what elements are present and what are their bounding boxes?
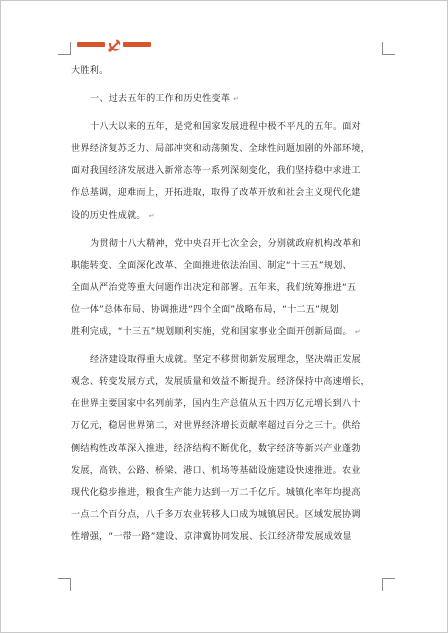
paragraph-mark-icon: ↵ xyxy=(233,95,240,104)
text-line xyxy=(71,349,383,371)
line-text: 全面从严治党等重大问题作出决定和部署。五年来，我们统筹推进“五 xyxy=(71,282,357,293)
line-text: 侧结构性改革深入推进，经济结构不断优化，数字经济等新兴产业蓬勃 xyxy=(71,443,361,454)
text-line xyxy=(71,277,383,299)
paragraph-mark-icon: ↵ xyxy=(354,328,362,337)
line-text: 一、过去五年的工作和历史性变革 xyxy=(90,94,231,105)
text-line xyxy=(71,438,383,460)
text-line xyxy=(71,233,383,255)
text-line xyxy=(71,460,383,482)
text-line xyxy=(71,504,383,526)
text-line xyxy=(71,393,383,415)
line-text: 现代化稳步推进，粮食生产能力达到一万二千亿斤。城镇化率年均提高 xyxy=(71,487,361,498)
text-line xyxy=(71,255,383,277)
line-text: 设的历史性成就。 xyxy=(71,210,146,221)
line-text: 大胜利。 xyxy=(71,66,109,76)
crop-mark-bottom-right xyxy=(382,578,395,591)
line-text: 职能转变、全面深化改革、全面推进依法治国、制定“十三五”规划、 xyxy=(71,260,352,271)
line-text: 在世界主要国家中名列前茅，国内生产总值从五十四万亿元增长到八十 xyxy=(71,399,361,410)
line-text: 经济建设取得重大成就。坚定不移贯彻新发展理念，坚决端正发展 xyxy=(90,355,361,366)
line-text: 世界经济复苏乏力、局部冲突和动荡频发、全球性问题加剧的外部环境， xyxy=(71,144,371,155)
text-line xyxy=(71,526,383,548)
text-line xyxy=(71,116,383,138)
line-text: 观念、转变发展方式，发展质量和效益不断提升。经济保持中高速增长， xyxy=(71,377,371,388)
text-line xyxy=(71,482,383,504)
line-text: 作总基调，迎难而上，开拓进取，取得了改革开放和社会主义现代化建 xyxy=(71,188,361,199)
header-emblem-bar xyxy=(77,38,151,52)
text-line xyxy=(71,60,383,82)
text-line xyxy=(71,182,383,204)
crop-mark-bottom-left xyxy=(58,578,71,591)
crop-mark-top-right xyxy=(382,42,395,55)
line-text: 为贯彻十八大精神，党中央召开七次全会，分别就政府机构改革和 xyxy=(90,238,361,249)
line-text: 性增强，“一带一路”建设、京津冀协同发展、长江经济带发展成效显 xyxy=(71,531,352,542)
text-line xyxy=(71,205,383,227)
line-text: 一点二个百分点，八千多万农业转移人口成为城镇居民。区域发展协调 xyxy=(71,509,361,520)
section-heading xyxy=(71,88,383,110)
line-text: 发展，高铁、公路、桥梁、港口、机场等基础设施建设快速推进。农业 xyxy=(71,465,361,476)
line-text: 万亿元，稳居世界第二，对世界经济增长贡献率超过百分之三十。供给 xyxy=(71,421,361,432)
document-body xyxy=(71,60,383,548)
text-line xyxy=(71,299,383,321)
text-line xyxy=(71,160,383,182)
party-emblem-icon xyxy=(77,38,151,52)
crop-mark-top-left xyxy=(58,42,71,55)
line-text: 面对我国经济发展进入新常态等一系列深刻变化，我们坚持稳中求进工 xyxy=(71,166,361,177)
line-text: 位一体”总体布局、协调推进“四个全面”战略布局，“十二五”规划 xyxy=(71,304,339,315)
text-line xyxy=(71,321,383,343)
text-line xyxy=(71,138,383,160)
line-text: 胜利完成，“十三五”规划顺利实施，党和国家事业全面开创新局面。 xyxy=(71,327,352,338)
paragraph-mark-icon: ↵ xyxy=(148,211,155,220)
text-line xyxy=(71,415,383,437)
text-line xyxy=(71,371,383,393)
line-text: 十八大以来的五年，是党和国家发展进程中极不平凡的五年。面对 xyxy=(90,122,361,133)
